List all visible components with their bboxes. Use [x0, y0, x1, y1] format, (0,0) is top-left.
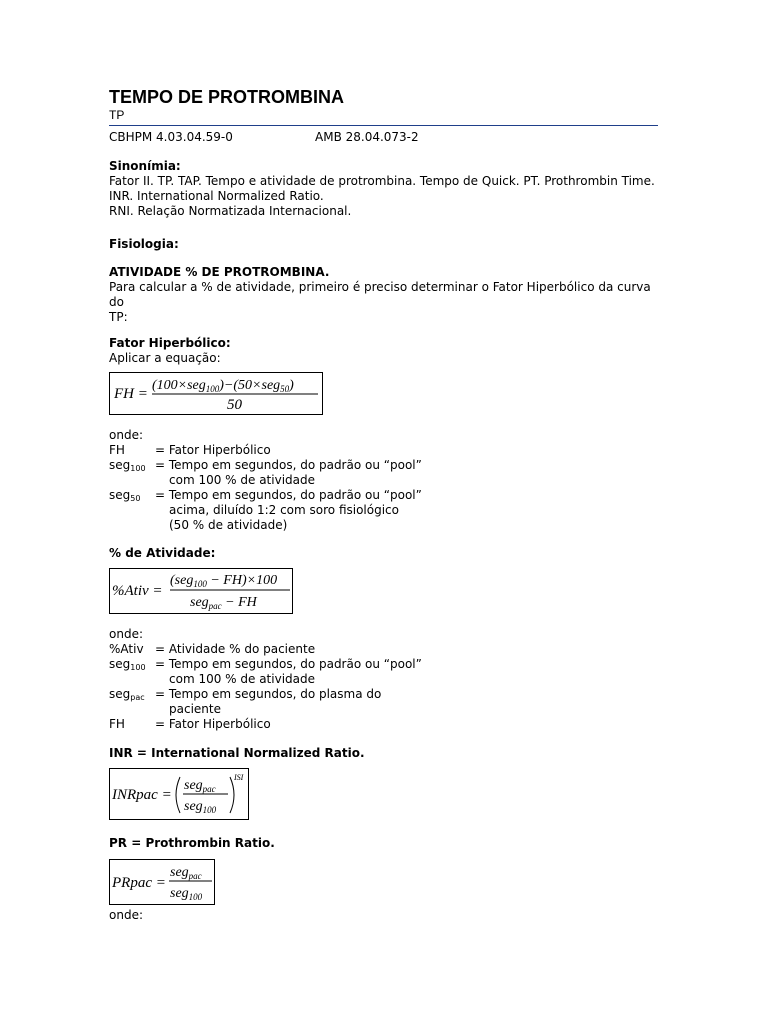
atividade-heading: ATIVIDADE % DE PROTROMBINA. — [109, 265, 330, 279]
fh-formula-denominator: 50 — [227, 397, 242, 413]
sinonimia-heading: Sinonímia: — [109, 159, 181, 173]
onde-label: onde: — [109, 908, 143, 922]
inr-formula-exponent: ISI — [234, 773, 244, 782]
fator-intro: Aplicar a equação: — [109, 351, 221, 365]
sinonimia-line: INR. International Normalized Ratio. — [109, 189, 324, 203]
page-subtitle: TP — [109, 108, 125, 122]
definition-row: com 100 % de atividade — [169, 473, 315, 487]
definition-row: seg$_{100}$ = Tempo em segundos, do padrão ou “pool” — [109, 458, 422, 473]
onde-label: onde: — [109, 428, 143, 442]
definition-row: seg$_{50}$ = Tempo em segundos, do padrão ou “pool” — [109, 488, 422, 503]
header-divider — [109, 125, 658, 126]
document-page — [109, 86, 659, 923]
onde-label: onde: — [109, 627, 143, 641]
svg-text:segpac − FH: seg$_{pac}$ − FH — [190, 595, 257, 611]
pct-heading: % de Atividade: — [109, 546, 216, 560]
sinonimia-line: RNI. Relação Normatizada Internacional. — [109, 204, 352, 218]
definition-row: (50 % de atividade) — [169, 518, 288, 532]
definition-row: acima, diluído 1:2 com soro fisiológico — [169, 503, 399, 517]
fh-formula — [109, 372, 323, 415]
atividade-text: TP: — [109, 310, 128, 324]
cbhpm-code: CBHPM 4.03.04.59-0 — [109, 130, 233, 144]
pr-formula — [109, 859, 215, 905]
pct-formula-lhs: %Ativ = — [112, 583, 163, 599]
procedure-codes — [109, 129, 659, 145]
svg-text:segpac: seg$_{pac}$ — [184, 778, 216, 794]
definition-row: seg$_{pac}$ = Tempo em segundos, do plasma do — [109, 687, 382, 702]
svg-text:seg100: seg$_{100}$ — [170, 886, 203, 902]
inr-formula — [109, 768, 249, 820]
page-title: TEMPO DE PROTROMBINA — [109, 87, 345, 107]
svg-text:(seg100 − FH)×100: (seg$_{100}$ − FH)×100 — [170, 573, 278, 589]
definition-row: com 100 % de atividade — [169, 672, 315, 686]
atividade-text: Para calcular a % de atividade, primeiro é preciso determinar o Fator Hiperbólico da curva do — [109, 280, 651, 309]
fh-formula-lhs: FH = — [114, 386, 148, 402]
svg-text:segpac: seg$_{pac}$ — [170, 865, 202, 881]
definition-row: paciente — [169, 702, 221, 716]
pct-definitions — [109, 642, 659, 732]
pr-heading: PR = Prothrombin Ratio. — [109, 836, 275, 850]
inr-heading: INR = International Normalized Ratio. — [109, 746, 365, 760]
definition-row: FH = Fator Hiperbólico — [109, 717, 271, 731]
inr-formula-lhs: INRpac = — [112, 787, 172, 803]
svg-text:seg100: seg$_{100}$ — [184, 799, 217, 815]
fator-heading: Fator Hiperbólico: — [109, 336, 231, 350]
pct-formula — [109, 568, 293, 614]
svg-text:(100×seg100)−(50×seg50): (100×seg$_{100}$)−(50×seg$_{50}$) — [152, 378, 294, 394]
fisiologia-heading: Fisiologia: — [109, 237, 179, 251]
definition-row: FH = Fator Hiperbólico — [109, 443, 271, 457]
amb-code: AMB 28.04.073-2 — [315, 130, 419, 144]
definition-row: %Ativ = Atividade % do paciente — [109, 642, 316, 656]
definition-row: seg$_{100}$ = Tempo em segundos, do padrão ou “pool” — [109, 657, 422, 672]
pr-formula-lhs: PRpac = — [112, 875, 166, 891]
sinonimia-line: Fator II. TP. TAP. Tempo e atividade de protrombina. Tempo de Quick. PT. Prothrombin Time. — [109, 174, 655, 188]
fh-definitions — [109, 443, 659, 533]
